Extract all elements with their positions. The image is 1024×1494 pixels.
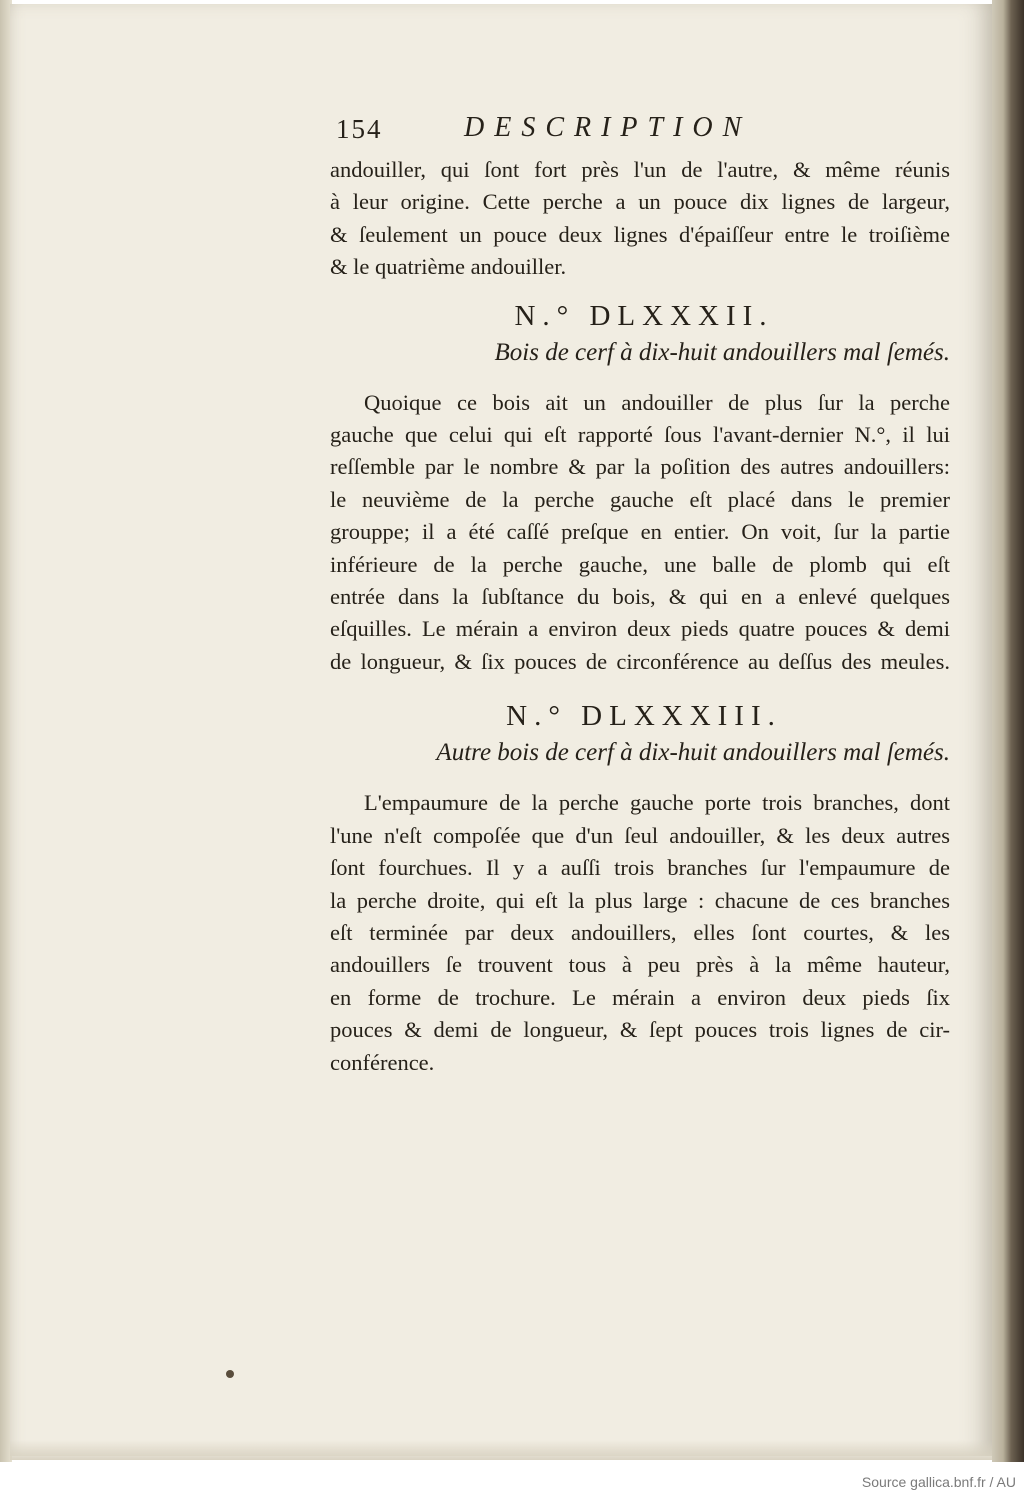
text-line: pouces & demi de longueur, & ſept pouces trois lignes de cir- [330, 1017, 950, 1043]
running-title: DESCRIPTION [464, 112, 752, 143]
page-bottom-shadow [10, 1440, 992, 1460]
entry-paragraph [330, 787, 950, 1079]
text-line: eſquilles. Le mérain a environ deux pieds quatre pouces & demi [330, 616, 950, 642]
source-attribution: Source gallica.bnf.fr / AU [861, 1474, 1016, 1490]
intro-paragraph [330, 154, 950, 284]
ink-spot [226, 1370, 234, 1378]
text-line: de longueur, & ſix pouces de circonférence au deſſus des meules. [330, 648, 950, 674]
text-line: en forme de trochure. Le mérain a environ deux pieds ſix [330, 984, 950, 1010]
text-line: & ſeulement un pouce deux lignes d'épaiſſeur entre le troiſième [330, 221, 950, 247]
text-line: à leur origine. Cette perche a un pouce dix lignes de largeur, [330, 189, 950, 215]
entry-paragraph [330, 387, 950, 679]
entry-number: N.° DLXXXIII. [506, 700, 782, 733]
text-line: le neuvième de la perche gauche eſt placé dans le premier [330, 486, 950, 512]
entry-section [330, 300, 950, 679]
page-number: 154 [336, 114, 383, 144]
text-line: inférieure de la perche gauche, une balle de plomb qui eſt [330, 551, 950, 577]
text-line: gauche que celui qui eſt rapporté ſous l'avant-dernier N.°, il lui [330, 422, 950, 448]
text-block [330, 112, 950, 1079]
book-spine-edge [992, 0, 1024, 1462]
text-line: eſt terminée par deux andouillers, elles ſont courtes, & les [330, 919, 950, 945]
text-line: andouiller, qui ſont fort près l'un de l'autre, & même réunis [330, 157, 950, 182]
text-line: L'empaumure de la perche gauche porte trois branches, dont [364, 790, 950, 816]
text-line: la perche droite, qui eſt la plus large : chacune de ces branches [330, 887, 950, 913]
text-line: ſont fourchues. Il y a auſſi trois branches ſur l'empaumure de [330, 855, 950, 881]
text-line: reſſemble par le nombre & par la poſition des autres andouillers: [330, 454, 950, 480]
text-line: & le quatrième andouiller. [330, 254, 567, 280]
entry-title: Autre bois de cerf à dix-huit andouillers mal ſemés. [436, 739, 950, 767]
text-line: andouillers ſe trouvent tous à peu près à la même hauteur, [330, 952, 950, 978]
entry-number: N.° DLXXXII. [514, 299, 774, 332]
entry-title: Bois de cerf à dix-huit andouillers mal ſemés. [494, 338, 950, 366]
entry-section [330, 700, 950, 1079]
text-line: conférence. [330, 1049, 435, 1075]
text-line: l'une n'eſt compoſée que d'un ſeul andouiller, & les deux autres [330, 822, 950, 848]
text-line: grouppe; il a été caſſé preſque en entier. On voit, ſur la partie [330, 519, 950, 545]
running-head [330, 112, 950, 152]
text-line: Quoique ce bois ait un andouiller de plus ſur la perche [364, 389, 950, 415]
text-line: entrée dans la ſubſtance du bois, & qui en a enlevé quelques [330, 584, 950, 610]
